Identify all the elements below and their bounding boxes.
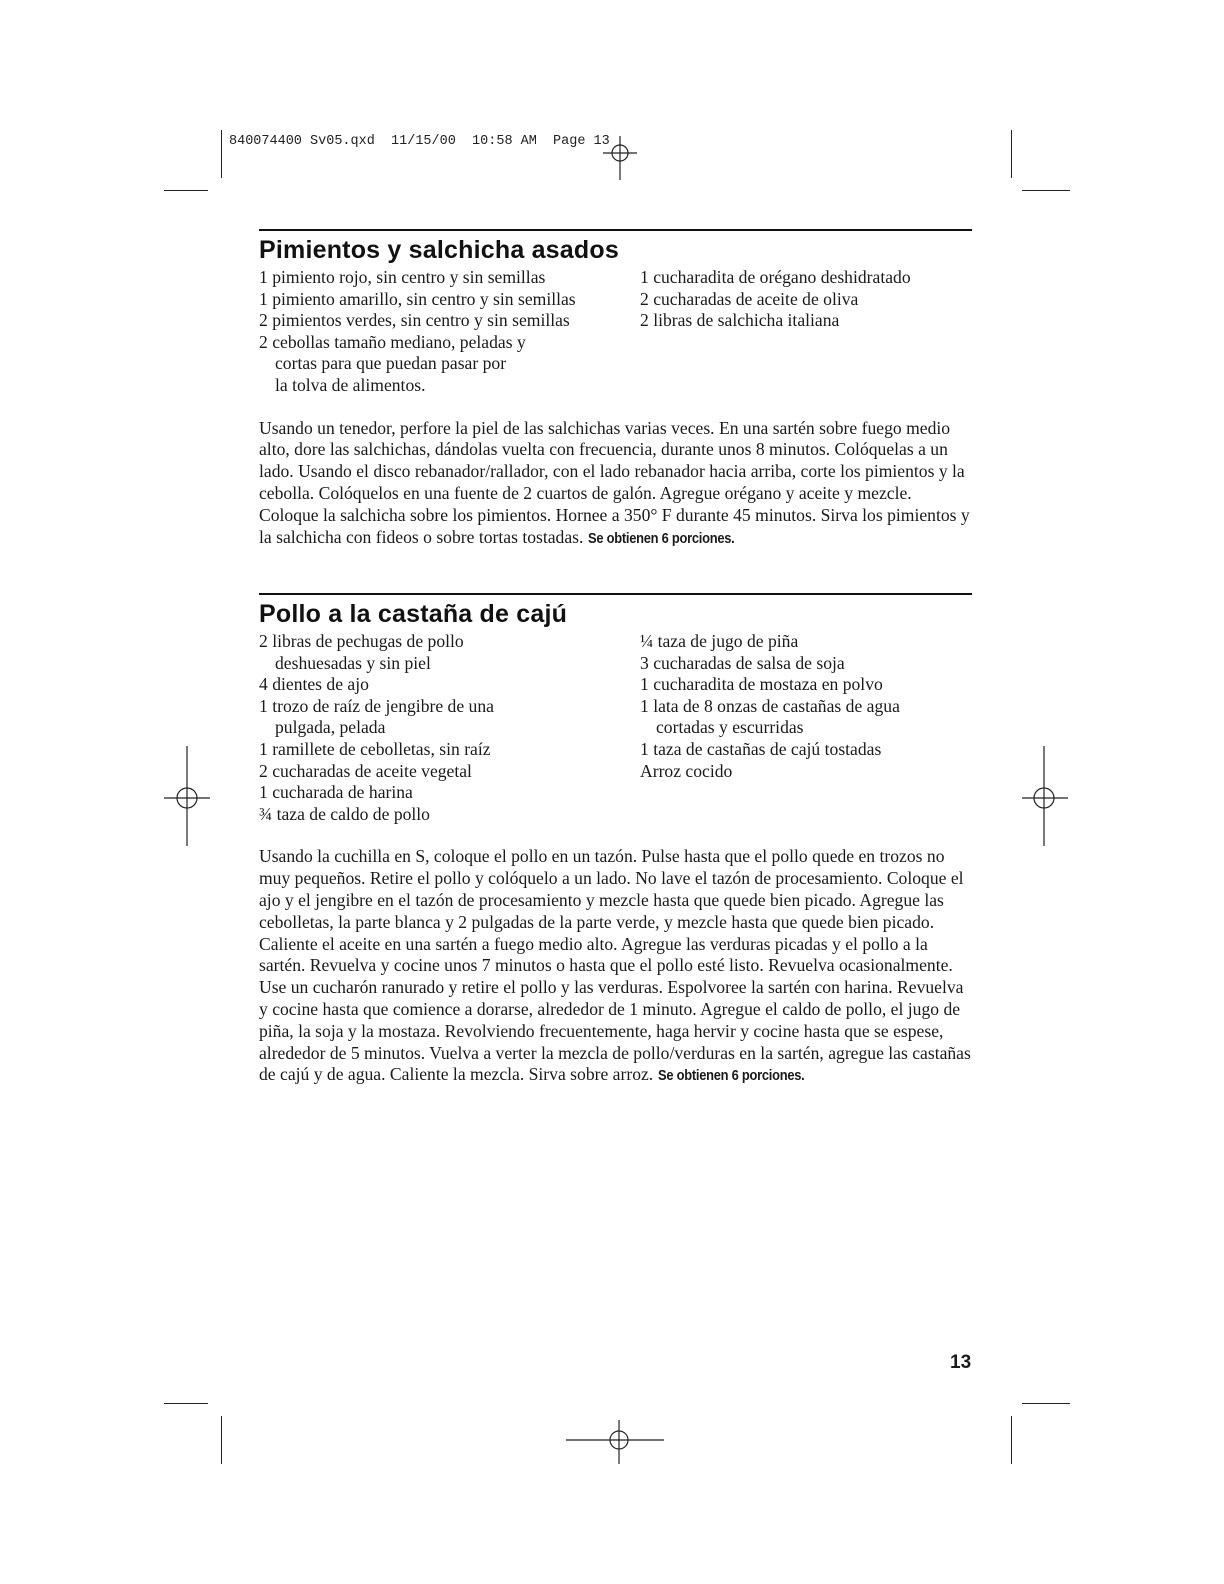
ingredient-item: ¼ taza de jugo de piña	[640, 631, 799, 651]
file-slug: 840074400 Sv05.qxd 11/15/00 10:58 AM Page 13	[229, 134, 610, 149]
crop-mark	[1022, 190, 1070, 191]
instructions	[259, 846, 972, 1087]
registration-mark-right	[1020, 746, 1070, 846]
yield: Se obtienen 6 porciones.	[587, 529, 735, 547]
ingredients-left	[259, 267, 640, 397]
section-rule	[259, 593, 972, 595]
recipe-pollo	[259, 593, 972, 1087]
ingredient-item: 2 libras de pechugas de pollo	[259, 631, 464, 651]
instructions	[259, 418, 972, 550]
ingredient-item: 2 libras de salchicha italiana	[640, 310, 840, 331]
page-number: 13	[950, 1352, 972, 1373]
recipe-title: Pollo a la castaña de cajú	[259, 600, 568, 628]
crop-mark	[221, 1416, 222, 1464]
registration-mark-bottom	[566, 1420, 666, 1468]
ingredient-item: 1 pimiento amarillo, sin centro y sin semillas	[259, 288, 576, 309]
ingredient-continuation: cortadas y escurridas	[656, 717, 804, 738]
ingredient-item: 3 cucharadas de salsa de soja	[640, 652, 845, 673]
ingredient-continuation: pulgada, pelada	[275, 717, 386, 738]
crop-mark	[1011, 1416, 1012, 1464]
section-rule	[259, 229, 972, 231]
ingredient-continuation: cortas para que puedan pasar por	[275, 353, 507, 374]
ingredient-item: 2 cebollas tamaño mediano, peladas y	[259, 331, 526, 352]
recipe-title: Pimientos y salchicha asados	[259, 236, 619, 264]
ingredients-right	[640, 267, 972, 397]
registration-mark-left	[164, 746, 214, 846]
instructions-text: Usando un tenedor, perfore la piel de las salchichas varias veces. En una sartén sobre fuego medio alto, dore las salchichas, dándolas vuelta con frecuencia, durante unos 8 minutos. Colóquelas a un lado. Usando el disco rebanador/rallador, con el lado rebanador hacia arriba, corte los pimientos y la cebolla. Colóquelos en una fuente de 2 cuartos de galón. Agregue orégano y aceite y mezcle. Coloque la salchicha sobre los pimientos. Hornee a 350° F durante 45 minutos. Sirva los pimientos y la salchicha con fideos o sobre tortas tostadas.	[259, 417, 970, 547]
ingredient-item: 1 cucharadita de orégano deshidratado	[640, 267, 911, 287]
ingredients	[259, 631, 972, 825]
ingredients-right	[640, 631, 972, 825]
instructions-text: Usando la cuchilla en S, coloque el pollo en un tazón. Pulse hasta que el pollo quede en trozos no muy pequeños. Retire el pollo y colóquelo a un lado. No lave el tazón de procesamiento. Coloque el ajo y el jengibre en el tazón de procesamiento y mezcle hasta que quede bien picado. Agregue las cebolletas, la parte blanca y 2 pulgadas de la parte verde, y mezcle hasta que quede bien picado. Caliente el aceite en una sartén a fuego medio alto. Agregue las verduras picadas y el pollo a la sartén. Revuelva y cocine unos 7 minutos o hasta que el pollo esté listo. Revuelva ocasionalmente. Use un cucharón ranurado y retire el pollo y las verduras. Espolvoree la sartén con harina. Revuelva y cocine hasta que comience a dorarse, alrededor de 1 minuto. Agregue el caldo de pollo, el jugo de piña, la soja y la mostaza. Revolviendo frecuentemente, haga hervir y cocine hasta que se espese, alrededor de 5 minutos. Vuelva a verter la mezcla de pollo/verduras en la sartén, agregue las castañas de cajú y de agua. Caliente la mezcla. Sirva sobre arroz.	[259, 846, 971, 1085]
crop-mark	[1022, 1403, 1070, 1404]
ingredient-item: 1 trozo de raíz de jengibre de una	[259, 695, 494, 716]
ingredient-item: 2 cucharadas de aceite de oliva	[640, 288, 859, 309]
recipe-pimientos	[259, 229, 972, 549]
crop-mark	[164, 1403, 208, 1404]
ingredient-item: 1 cucharada de harina	[259, 782, 413, 803]
crop-mark	[1011, 130, 1012, 178]
ingredient-item: 1 pimiento rojo, sin centro y sin semillas	[259, 267, 546, 287]
ingredient-item: 1 ramillete de cebolletas, sin raíz	[259, 738, 491, 759]
ingredient-item: 2 cucharadas de aceite vegetal	[259, 760, 472, 781]
ingredient-item: 1 cucharadita de mostaza en polvo	[640, 674, 883, 695]
ingredient-item: 1 lata de 8 onzas de castañas de agua	[640, 695, 900, 716]
ingredient-item: 1 taza de castañas de cajú tostadas	[640, 738, 882, 759]
ingredient-item: ¾ taza de caldo de pollo	[259, 803, 430, 824]
crop-mark	[221, 130, 222, 178]
ingredient-item: Arroz cocido	[640, 760, 733, 781]
ingredient-item: 4 dientes de ajo	[259, 674, 369, 695]
ingredient-continuation: deshuesadas y sin piel	[275, 652, 431, 673]
yield: Se obtienen 6 porciones.	[657, 1067, 805, 1085]
ingredient-continuation: la tolva de alimentos.	[275, 374, 426, 395]
crop-mark	[164, 190, 208, 191]
ingredients-left	[259, 631, 640, 825]
ingredients	[259, 267, 972, 397]
ingredient-item: 2 pimientos verdes, sin centro y sin semillas	[259, 310, 570, 331]
